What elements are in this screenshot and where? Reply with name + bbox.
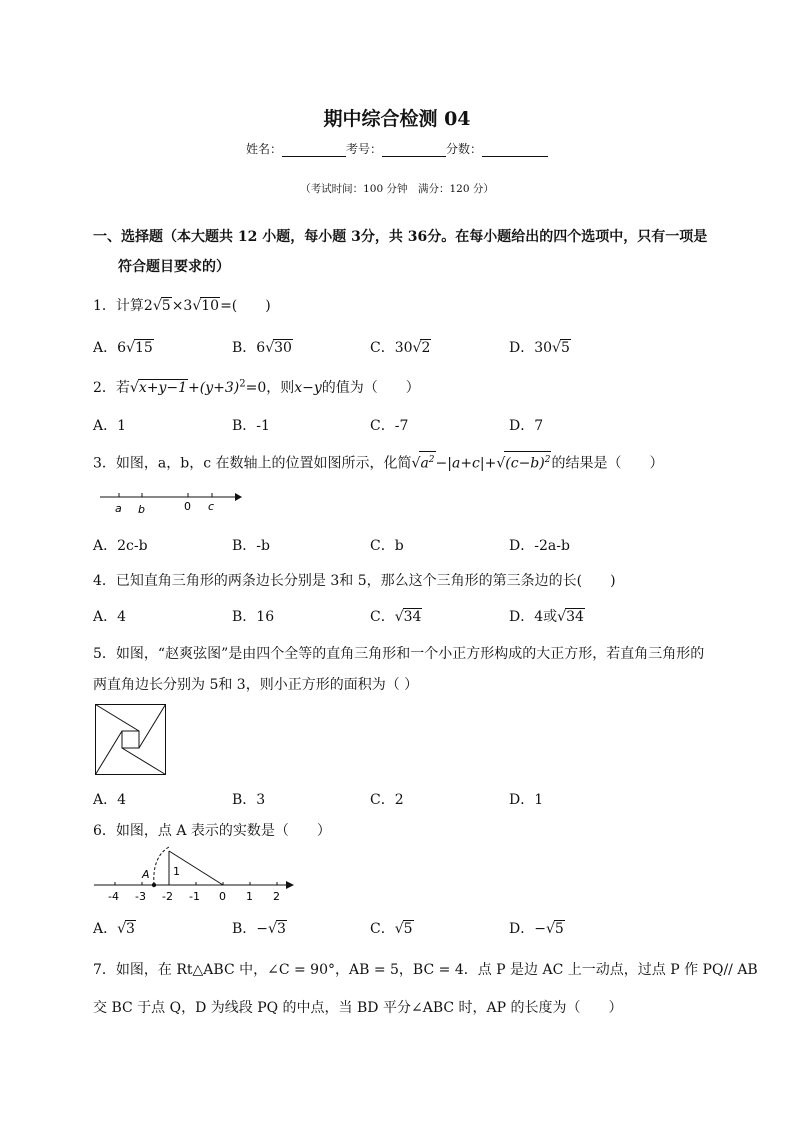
- q2-suffix: 的值为（ ）: [321, 380, 420, 396]
- q3-option-b[interactable]: B．-b: [232, 538, 270, 554]
- q6-tick-6: 2: [273, 890, 280, 903]
- name-blank[interactable]: [282, 144, 346, 157]
- question-7-cont: 交 BC 于点 Q，D 为线段 PQ 的中点，当 BD 平分∠ABC 时，AP 的长度为（ ）: [93, 1000, 623, 1016]
- q3-option-c[interactable]: C．b: [370, 538, 404, 554]
- q1-prefix: 1．计算: [93, 298, 144, 314]
- question-5-cont: 两直角边长分别为 5和 3，则小正方形的面积为（ ）: [93, 677, 419, 693]
- q3-label-a: a: [115, 502, 122, 515]
- q1-option-c[interactable]: C．30√2: [370, 340, 431, 356]
- q6-number-line: [92, 843, 297, 903]
- q2-radicand: x+y−1: [138, 380, 188, 396]
- question-2: 2．若$√x+y-1+(y+3)^2=0$，则x−y的值为（ ）: [93, 378, 420, 396]
- question-3: 3．如图，a，b，c 在数轴上的位置如图所示，化简$√a^2-|a+c|+√(c-b)^2$的结果是（ ）: [93, 451, 663, 473]
- q6-tick-0: -4: [108, 890, 119, 903]
- q6-option-b[interactable]: B．−√3: [232, 921, 286, 937]
- q1-option-b[interactable]: B．6√30: [232, 340, 292, 356]
- q2-mid: +(y+3): [188, 380, 240, 396]
- q5-option-d[interactable]: D．1: [509, 792, 544, 808]
- q1-option-a[interactable]: A．6√15: [93, 340, 153, 356]
- q2-xy: x−y: [294, 380, 322, 396]
- exam-no-blank[interactable]: [382, 144, 446, 157]
- q1-suffix: =( ): [220, 298, 271, 314]
- section-heading-cont: 符合题目要求的）: [118, 259, 230, 275]
- question-4: 4．已知直角三角形的两条边长分别是 3和 5，那么这个三角形的第三条边的长( ): [93, 573, 616, 589]
- q1-coef: 2: [143, 298, 153, 314]
- q6-option-d[interactable]: D．−√5: [509, 921, 564, 937]
- q3-rad-b: $(c-b)^2$: [504, 451, 551, 472]
- q6-option-a[interactable]: A．√3: [93, 921, 135, 937]
- q2-prefix: 2．若: [93, 380, 130, 396]
- q6-tick-4: 0: [219, 890, 226, 903]
- q6-tick-1: -3: [135, 890, 146, 903]
- q3-number-line: [98, 488, 243, 516]
- section-heading: 一、选择题（本大题共 12 小题，每小题 3分，共 36分。在每小题给出的四个选项中，只有一项是: [93, 229, 708, 245]
- question-1: 1．计算2√5×3√10=( ): [93, 298, 271, 314]
- q3-option-a[interactable]: A．2c-b: [93, 538, 148, 554]
- q4-option-d[interactable]: D．4或√34: [509, 609, 584, 625]
- q6-tick-3: -1: [189, 890, 200, 903]
- q3-option-d[interactable]: D．-2a-b: [509, 538, 570, 554]
- q4-option-a[interactable]: A．4: [93, 609, 127, 625]
- q4-option-c[interactable]: C．√34: [370, 609, 422, 625]
- q2-option-a[interactable]: A．1: [93, 418, 127, 434]
- q6-tick-5: 1: [246, 890, 253, 903]
- q5-zhao-shuang-diagram: [95, 704, 167, 776]
- score-blank[interactable]: [482, 144, 548, 157]
- q3-label-zero: 0: [184, 500, 191, 513]
- question-6: 6．如图，点 A 表示的实数是（ ）: [93, 823, 331, 839]
- q6-height-label: 1: [173, 865, 180, 878]
- q3-abs: −|a+c|+: [435, 455, 497, 472]
- q1-radicand-a: 5: [161, 298, 171, 314]
- exam-info: （考试时间：100 分钟 满分：120 分）: [300, 183, 494, 195]
- page-title: 期中综合检测 04: [323, 108, 471, 130]
- q5-option-a[interactable]: A．4: [93, 792, 127, 808]
- q2-option-c[interactable]: C．-7: [370, 418, 409, 434]
- q3-suffix: 的结果是（ ）: [551, 455, 664, 472]
- q3-label-b: b: [138, 503, 145, 516]
- q2-exponent: 2: [239, 378, 246, 390]
- exam-no-label: 考号：: [346, 142, 383, 156]
- q4-option-b[interactable]: B．16: [232, 609, 275, 625]
- q6-point-label: A: [142, 868, 150, 881]
- q5-option-b[interactable]: B．3: [232, 792, 266, 808]
- student-info-line: [246, 140, 548, 157]
- q5-option-c[interactable]: C．2: [370, 792, 404, 808]
- name-label: 姓名：: [246, 142, 283, 156]
- score-label: 分数：: [446, 142, 483, 156]
- q2-option-b[interactable]: B．-1: [232, 418, 270, 434]
- question-7: 7．如图，在 Rt△ABC 中，∠C = 90°，AB = 5，BC = 4．点 P 是边 AC 上一动点，过点 P 作 PQ// AB: [93, 962, 758, 978]
- q1-times: ×3: [171, 298, 193, 314]
- q6-tick-2: -2: [162, 890, 173, 903]
- q3-text: 3．如图，a，b，c 在数轴上的位置如图所示，化简: [93, 455, 412, 472]
- q6-option-c[interactable]: C．√5: [370, 921, 413, 937]
- question-5: 5．如图，“赵爽弦图”是由四个全等的直角三角形和一个小正方形构成的大正方形，若直角三角形的: [93, 646, 705, 662]
- q2-option-d[interactable]: D．7: [509, 418, 544, 434]
- q1-radicand-b: 10: [201, 298, 220, 314]
- q2-eq: =0，则: [245, 380, 295, 396]
- q3-label-c: c: [208, 500, 215, 513]
- q1-option-d[interactable]: D．30√5: [509, 340, 570, 356]
- q3-rad-a: $a^2$: [419, 451, 435, 472]
